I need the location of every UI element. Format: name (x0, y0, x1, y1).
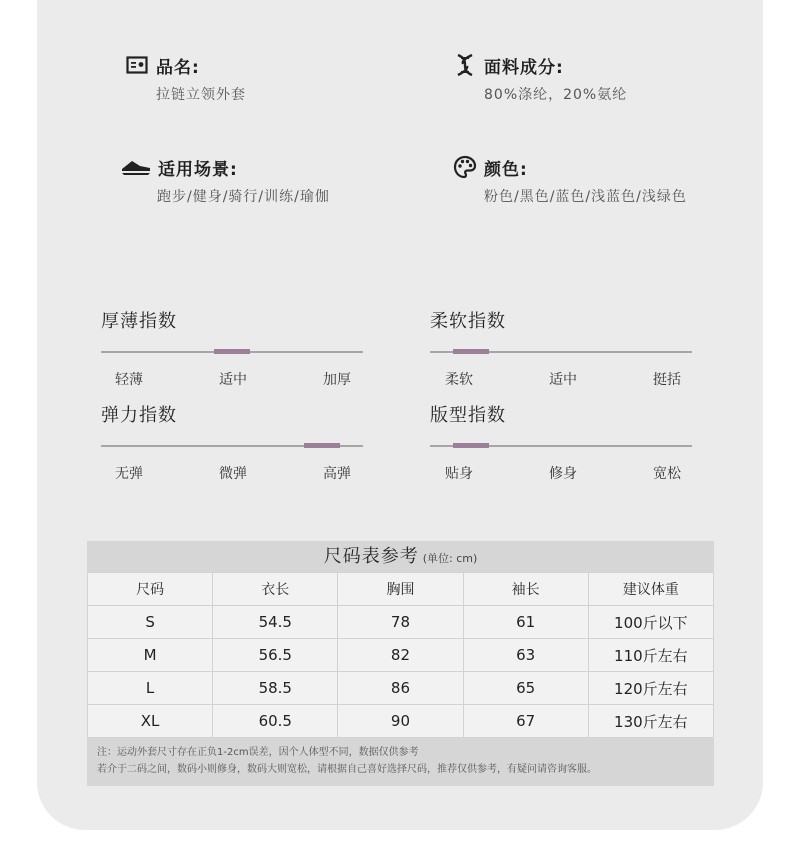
table-row (88, 672, 714, 705)
table-cell: 54.5 (213, 606, 338, 639)
scale-label: 轻薄 (115, 372, 143, 388)
scale-title: 弹力指数 (101, 405, 177, 426)
scale-label: 宽松 (653, 466, 681, 482)
scale-label: 微弹 (219, 466, 247, 482)
table-header-row (88, 573, 714, 606)
table-cell: 120斤左右 (588, 672, 713, 705)
scale-label: 柔软 (445, 372, 473, 388)
table-row (88, 705, 714, 738)
table-cell: 78 (338, 606, 463, 639)
column-header: 建议体重 (588, 573, 713, 606)
attr-title: 适用场景: (158, 159, 238, 180)
palette-icon (452, 154, 478, 180)
table-cell: 61 (463, 606, 588, 639)
column-header: 袖长 (463, 573, 588, 606)
attr-value: 粉色/黑色/蓝色/浅蓝色/浅绿色 (484, 189, 687, 205)
table-cell: 100斤以下 (588, 606, 713, 639)
size-note-line: 注：运动外套尺寸存在正负1-2cm误差，因个人体型不同，数据仅供参考 (97, 747, 419, 758)
scale-label: 修身 (549, 466, 577, 482)
scale-label: 高弹 (323, 466, 351, 482)
table-cell: S (88, 606, 213, 639)
column-header: 衣长 (213, 573, 338, 606)
scale-label: 挺括 (653, 372, 681, 388)
table-row (88, 606, 714, 639)
attr-product-name (124, 52, 246, 104)
attr-value: 80%涤纶，20%氨纶 (484, 87, 628, 103)
attr-color (452, 154, 687, 206)
table-cell: 82 (338, 639, 463, 672)
scale-track (101, 445, 363, 447)
running-shoe-icon (120, 154, 152, 180)
size-note-line: 若介于二码之间，数码小则修身，数码大则宽松，请根据自己喜好选择尺码，推荐仅供参考，有疑问请咨询客服。 (97, 764, 597, 775)
scale-marker (214, 349, 250, 354)
table-cell: 63 (463, 639, 588, 672)
scale-track (430, 445, 692, 447)
table-row (88, 639, 714, 672)
dna-icon (452, 52, 478, 78)
scale-label: 加厚 (323, 372, 351, 388)
size-chart-unit: (单位: cm) (422, 552, 478, 565)
scale-fit (430, 401, 692, 482)
scale-track (430, 351, 692, 353)
scale-track (101, 351, 363, 353)
scale-label: 适中 (219, 372, 247, 388)
table-cell: 67 (463, 705, 588, 738)
table-cell: 90 (338, 705, 463, 738)
table-cell: 65 (463, 672, 588, 705)
scale-softness (430, 307, 692, 388)
table-cell: M (88, 639, 213, 672)
scale-label: 贴身 (445, 466, 473, 482)
attr-title: 品名: (156, 57, 200, 78)
table-cell: 60.5 (213, 705, 338, 738)
scale-title: 柔软指数 (430, 311, 506, 332)
size-chart-caption (87, 541, 714, 572)
column-header: 胸围 (338, 573, 463, 606)
scale-marker (304, 443, 340, 448)
table-cell: 58.5 (213, 672, 338, 705)
attr-title: 颜色: (484, 159, 528, 180)
scale-marker (453, 349, 489, 354)
attr-title: 面料成分: (484, 57, 564, 78)
scale-elasticity (101, 401, 363, 482)
table-cell: 110斤左右 (588, 639, 713, 672)
attr-scene (120, 154, 330, 206)
scale-label: 无弹 (115, 466, 143, 482)
table-cell: XL (88, 705, 213, 738)
size-chart (87, 541, 714, 786)
scale-label: 适中 (549, 372, 577, 388)
attr-value: 跑步/健身/骑行/训练/瑜伽 (157, 189, 330, 205)
attr-fabric (452, 52, 627, 104)
id-card-icon (124, 52, 150, 78)
scale-title: 厚薄指数 (101, 311, 177, 332)
table-cell: 56.5 (213, 639, 338, 672)
table-cell: L (88, 672, 213, 705)
scale-marker (453, 443, 489, 448)
attr-value: 拉链立领外套 (156, 87, 246, 103)
size-chart-notes (87, 738, 714, 786)
size-table (87, 572, 714, 738)
table-cell: 130斤左右 (588, 705, 713, 738)
column-header: 尺码 (88, 573, 213, 606)
size-chart-title: 尺码表参考 (323, 546, 419, 567)
scale-title: 版型指数 (430, 405, 506, 426)
table-cell: 86 (338, 672, 463, 705)
scale-thickness (101, 307, 363, 388)
